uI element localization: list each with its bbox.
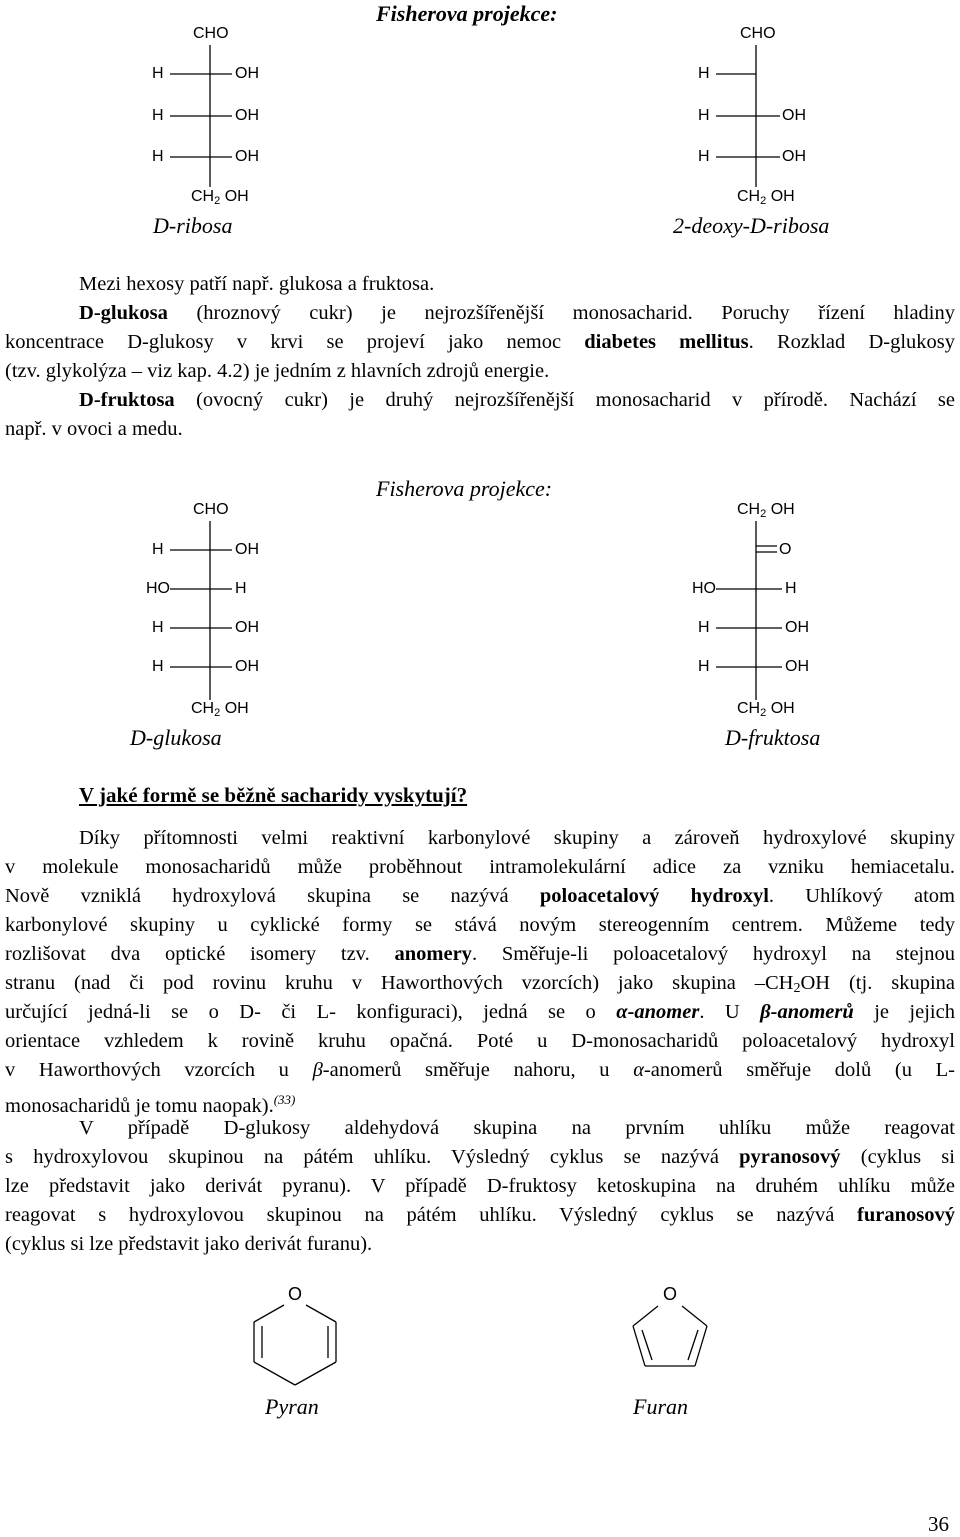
- intro-line-5: D-fruktosa (ovocný cukr) je druhý nejrozšířenější monosacharid v přírodě. Nachází se: [79, 389, 955, 411]
- ribosa-ch2oh: CH2 OH: [191, 188, 249, 207]
- fruktosa-caption: D-fruktosa: [725, 725, 821, 750]
- intro-line-3: koncentrace D-glukosy v krvi se projeví jako nemoc diabetes mellitus. Rozklad D-glukosy: [5, 331, 955, 353]
- ribosa-row3-right: OH: [235, 148, 259, 165]
- fruktosa-row1-left: HO: [692, 580, 716, 597]
- glukosa-row1-right: OH: [235, 541, 259, 558]
- body-p2-line-3: lze představit jako derivát pyranu). V případě D-fruktosy ketoskupina na druhém uhlíku může: [5, 1175, 955, 1197]
- body-p1-line-6: stranu (nad či pod rovinu kruhu v Haworthových vzorcích) jako skupina –CH2OH (tj. skupina: [5, 972, 955, 996]
- deoxy-caption: 2-deoxy-D-ribosa: [673, 213, 830, 238]
- fruktosa-row2-right: OH: [785, 619, 809, 636]
- fruktosa-ch2oh: CH2 OH: [737, 700, 795, 719]
- deoxy-row2-right: OH: [782, 107, 806, 124]
- furan-label: Furan: [633, 1394, 688, 1419]
- glukosa-row3-left: H: [152, 619, 164, 636]
- ribosa-caption: D-ribosa: [153, 213, 233, 238]
- fisher-title-middle: Fisherova projekce:: [376, 476, 553, 501]
- pyran-label: Pyran: [265, 1394, 319, 1419]
- intro-line-6: např. v ovoci a medu.: [5, 418, 183, 440]
- furan-ring: [633, 1306, 707, 1366]
- body-p1-line-8: orientace vzhledem k rovině kruhu opačná. Poté u D-monosacharidů poloacetalový hydroxyl: [5, 1030, 955, 1052]
- intro-line-4: (tzv. glykolýza – viz kap. 4.2) je jedním z hlavních zdrojů energie.: [5, 360, 550, 382]
- deoxy-cho: CHO: [740, 25, 776, 42]
- deoxy-row2-left: H: [698, 107, 710, 124]
- furan-oxygen: O: [663, 1284, 678, 1304]
- pyran-ring: [254, 1305, 336, 1385]
- ribosa-row2-right: OH: [235, 107, 259, 124]
- intro-line-1: Mezi hexosy patří např. glukosa a fruktosa.: [79, 273, 435, 295]
- glukosa-ch2oh: CH2 OH: [191, 700, 249, 719]
- intro-line-2: D-glukosa (hroznový cukr) je nejrozšířenější monosacharid. Poruchy řízení hladiny: [79, 302, 955, 324]
- body-p1-line-4: karbonylové skupiny u cyklické formy se stává novým stereogenním centrem. Můžeme tedy: [5, 914, 955, 936]
- deoxy-row1-left: H: [698, 65, 710, 82]
- body-p2-line-4: reagovat s hydroxylovou skupinou na pátém uhlíku. Výsledný cyklus se nazývá furanosový: [5, 1204, 955, 1226]
- glukosa-row2-left: HO: [146, 580, 170, 597]
- body-p1-line-3: Nově vzniklá hydroxylová skupina se nazývá poloacetalový hydroxyl. Uhlíkový atom: [5, 885, 955, 907]
- body-p1-line-5: rozlišovat dva optické isomery tzv. anomery. Směřuje-li poloacetalový hydroxyl na stejnou: [5, 943, 955, 965]
- body-p1-line-7: určující jedná-li se o D- či L- konfiguraci), jedná se o α-anomer. U β-anomerů je jejich: [5, 1001, 955, 1023]
- body-p2-line-2: s hydroxylovou skupinou na pátém uhlíku. Výsledný cyklus se nazývá pyranosový (cyklus si: [5, 1146, 955, 1168]
- fruktosa-carbonyl-o: O: [779, 541, 792, 558]
- ribosa-cho: CHO: [193, 25, 229, 42]
- fruktosa-top-ch2oh: CH2 OH: [737, 501, 795, 520]
- deoxy-row3-right: OH: [782, 148, 806, 165]
- ribosa-row1-right: OH: [235, 65, 259, 82]
- ribosa-row3-left: H: [152, 148, 164, 165]
- body-p1-line-2: v molekule monosacharidů může proběhnout intramolekulární adice za vzniku hemiacetalu.: [5, 856, 955, 878]
- body-p2-line-5: (cyklus si lze představit jako derivát furanu).: [5, 1233, 373, 1255]
- ribosa-row2-left: H: [152, 107, 164, 124]
- glukosa-row3-right: OH: [235, 619, 259, 636]
- deoxy-row3-left: H: [698, 148, 710, 165]
- glukosa-row4-right: OH: [235, 658, 259, 675]
- body-p1-line-10: monosacharidů je tomu naopak).$^{(33)}$: [5, 1092, 296, 1117]
- ribosa-row1-left: H: [152, 65, 164, 82]
- question-heading: V jaké formě se běžně sacharidy vyskytují?: [79, 783, 468, 807]
- body-p1-line-9: v Haworthových vzorcích u β-anomerů směřuje nahoru, u α-anomerů směřuje dolů (u L-: [5, 1059, 955, 1081]
- body-p1-line-1: Díky přítomnosti velmi reaktivní karbonylové skupiny a zároveň hydroxylové skupiny: [79, 827, 955, 849]
- glukosa-caption: D-glukosa: [130, 725, 222, 750]
- body-p2-line-1: V případě D-glukosy aldehydová skupina na prvním uhlíku může reagovat: [79, 1117, 956, 1139]
- deoxy-ch2oh: CH2 OH: [737, 188, 795, 207]
- fisher-title-top: Fisherova projekce:: [376, 1, 558, 26]
- fruktosa-row1-right: H: [785, 580, 797, 597]
- glukosa-row1-left: H: [152, 541, 164, 558]
- pyran-oxygen: O: [288, 1284, 303, 1304]
- glukosa-row4-left: H: [152, 658, 164, 675]
- glukosa-row2-right: H: [235, 580, 247, 597]
- fruktosa-row3-right: OH: [785, 658, 809, 675]
- page-number: 36: [928, 1512, 949, 1536]
- fruktosa-row3-left: H: [698, 658, 710, 675]
- fruktosa-row2-left: H: [698, 619, 710, 636]
- glukosa-cho: CHO: [193, 501, 229, 518]
